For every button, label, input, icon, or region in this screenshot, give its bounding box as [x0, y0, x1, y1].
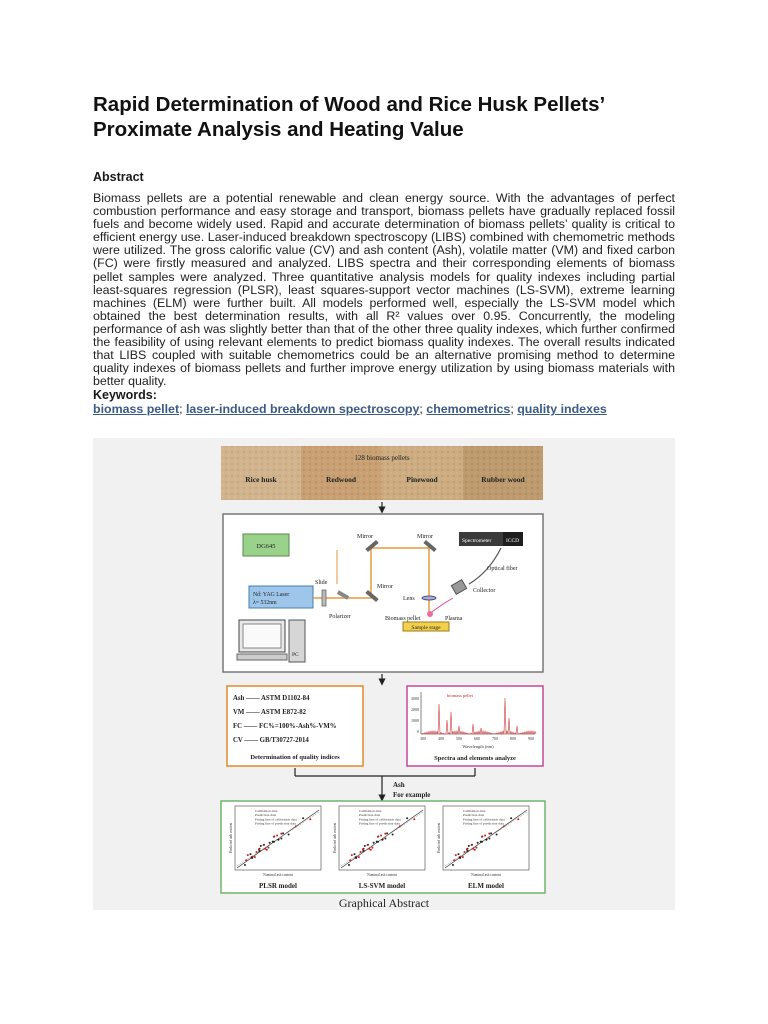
spectrum-xtick: 500: [456, 736, 462, 741]
model-legend-entry: Calibration data: [359, 809, 382, 813]
model-legend-entry: Calibration data: [463, 809, 486, 813]
label-pinewood: Pinewood: [406, 475, 438, 484]
model-ylabel: Predicted ash content: [229, 822, 233, 854]
model-legend-entry: Fitting line of calibration data: [255, 817, 297, 822]
spectrum-ytick: 1000: [411, 718, 419, 723]
spectra-box: [407, 686, 543, 766]
model-legend-entry: Prediction data: [255, 813, 277, 818]
spectrum-ytick: 0: [417, 729, 419, 734]
spectrum-xlabel: Wavelength (nm): [462, 744, 494, 749]
spectrum-legend: biomass pellet: [447, 693, 473, 698]
model-name: ELM model: [468, 882, 504, 890]
paper-page: [93, 92, 675, 416]
models-panel: [221, 801, 545, 893]
slide-label: Slide: [315, 580, 328, 586]
spectrum-xtick: 400: [438, 736, 444, 741]
paper-title: Rapid Determination of Wood and Rice Husk Pellets’ Proximate Analysis and Heating Value: [93, 93, 605, 141]
model-legend-entry: Prediction data: [359, 813, 381, 818]
model-name: LS-SVM model: [358, 882, 406, 890]
model-legend-entry: Prediction data: [463, 813, 485, 818]
abstract-heading: Abstract: [93, 170, 144, 184]
pc-label: PC: [292, 652, 299, 658]
model-ylabel: Predicted ash content: [333, 822, 337, 854]
model-legend-entry: Fitting line of calibration data: [463, 817, 505, 822]
index-line-vm: VM —— ASTM E872-82: [233, 709, 307, 716]
spectrum-xtick: 300: [420, 736, 426, 741]
keyword-link-chemometrics[interactable]: chemometrics: [426, 402, 511, 417]
plasma-label: Plasma: [445, 616, 463, 622]
keyword-link-biomass-pellet[interactable]: biomass pellet: [93, 402, 180, 417]
flow-connectors: [295, 768, 475, 799]
label-rubber-wood: Rubber wood: [481, 475, 525, 484]
spectrometer-label: Spectrometer: [462, 538, 492, 544]
model-xlabel: Nominal ash content: [263, 873, 293, 877]
keyword-link-libs[interactable]: laser-induced breakdown spectroscopy: [185, 402, 420, 417]
mirror-label-3: Mirror: [377, 584, 393, 590]
quality-indices-box: [227, 686, 363, 766]
model-legend-entry: Fitting line of prediction data: [359, 821, 401, 826]
collector-label: Collector: [473, 588, 496, 594]
spectrum-xtick: 600: [474, 736, 480, 741]
spectra-box-label: Spectra and elements analyze: [434, 755, 516, 762]
ash-label: Ash: [393, 781, 405, 789]
index-line-ash: Ash —— ASTM D1102-84: [233, 695, 310, 702]
index-line-cv: CV —— GB/T30727-2014: [233, 737, 309, 744]
model-legend-entry: Calibration data: [255, 809, 278, 813]
spectrum-xtick: 800: [510, 736, 516, 741]
keywords-list: biomass pellet; laser-induced breakdown spectroscopy; chemometrics; quality indexes: [93, 402, 607, 417]
label-redwood: Redwood: [325, 475, 357, 484]
model-xlabel: Nominal ash content: [471, 873, 501, 877]
pellet-strip-title: 128 biomass pellets: [354, 454, 410, 462]
pellet-label: Biomass pellet: [385, 616, 421, 622]
iccd-label: ICCD: [506, 538, 520, 544]
polarizer-label: Polarizer: [329, 614, 351, 620]
lens-label: Lens: [403, 596, 415, 602]
pellet-strip: [221, 446, 543, 500]
mirror-label-1: Mirror: [357, 534, 373, 540]
model-legend-entry: Fitting line of prediction data: [255, 821, 297, 826]
spectrum-ytick: 2000: [411, 707, 419, 712]
graphical-abstract-figure: [93, 438, 675, 910]
model-name: PLSR model: [259, 882, 297, 890]
graphical-abstract-svg: [93, 438, 675, 910]
index-line-fc: FC —— FC%=100%-Ash%-VM%: [233, 723, 337, 730]
model-legend-entry: Fitting line of prediction data: [463, 821, 505, 826]
libs-apparatus: [223, 514, 543, 672]
laser-wavelength: λ= 532nm: [253, 600, 277, 606]
laser-label: Nd: YAG Laser: [253, 592, 290, 598]
spectrum-ytick: 3000: [411, 696, 419, 701]
figure-caption: Graphical Abstract: [338, 896, 430, 910]
model-xlabel: Nominal ash content: [367, 873, 397, 877]
keyword-link-quality-indexes[interactable]: quality indexes: [517, 402, 607, 417]
model-ylabel: Predicted ash content: [437, 822, 441, 854]
model-legend-entry: Fitting line of calibration data: [359, 817, 401, 822]
mirror-label-2: Mirror: [417, 534, 433, 540]
indices-box-label: Determination of quality indices: [250, 754, 340, 761]
optical-fiber-label: Optical fiber: [487, 566, 518, 572]
sample-stage-label: Sample stage: [411, 625, 441, 631]
label-rice-husk: Rice husk: [245, 475, 277, 484]
spectrum-xtick: 700: [492, 736, 498, 741]
spectrum-xtick: 900: [528, 736, 534, 741]
abstract-text: Biomass pellets are a potential renewable and clean energy source. With the advantages of perfect combustion performance and easy storage and transport, biomass pellets have gradually replaced fossil fuels and become widely used. Rapid and accurate determination of biomass pellets’ quality is critical to efficient energy use. Laser-induced breakdown spectroscopy (LIBS) combined with chemometric methods were utilized. The gross calorific value (CV) and ash content (Ash), volatile matter (VM) and fixed carbon (FC) were firstly measured and analyzed. LIBS spectra and their corresponding elements of biomass pellet samples were analyzed. Three quantitative analysis models for quality indexes including partial least-squares regression (PLSR), least squares-support vector machines (LS-SVM), extreme learning machines (ELM) were further built. All models performed well, especially the LS-SVM model which obtained the best determination results, with all R² values over 0.95. Concurrently, the modeling performance of ash was slightly better than that of the other three quality indexes, which further confirmed the feasibility of using relevant elements to predict biomass quality indexes. The overall results indicated that LIBS coupled with suitable chemometrics could be an alternative promising method to determine quality indexes of biomass pellets and further improve energy utilization by using biomass materials with better quality.: [93, 191, 675, 389]
keywords-heading: Keywords:: [93, 388, 157, 403]
for-example-label: For example: [393, 791, 431, 799]
dg645-label: DG645: [256, 543, 276, 550]
